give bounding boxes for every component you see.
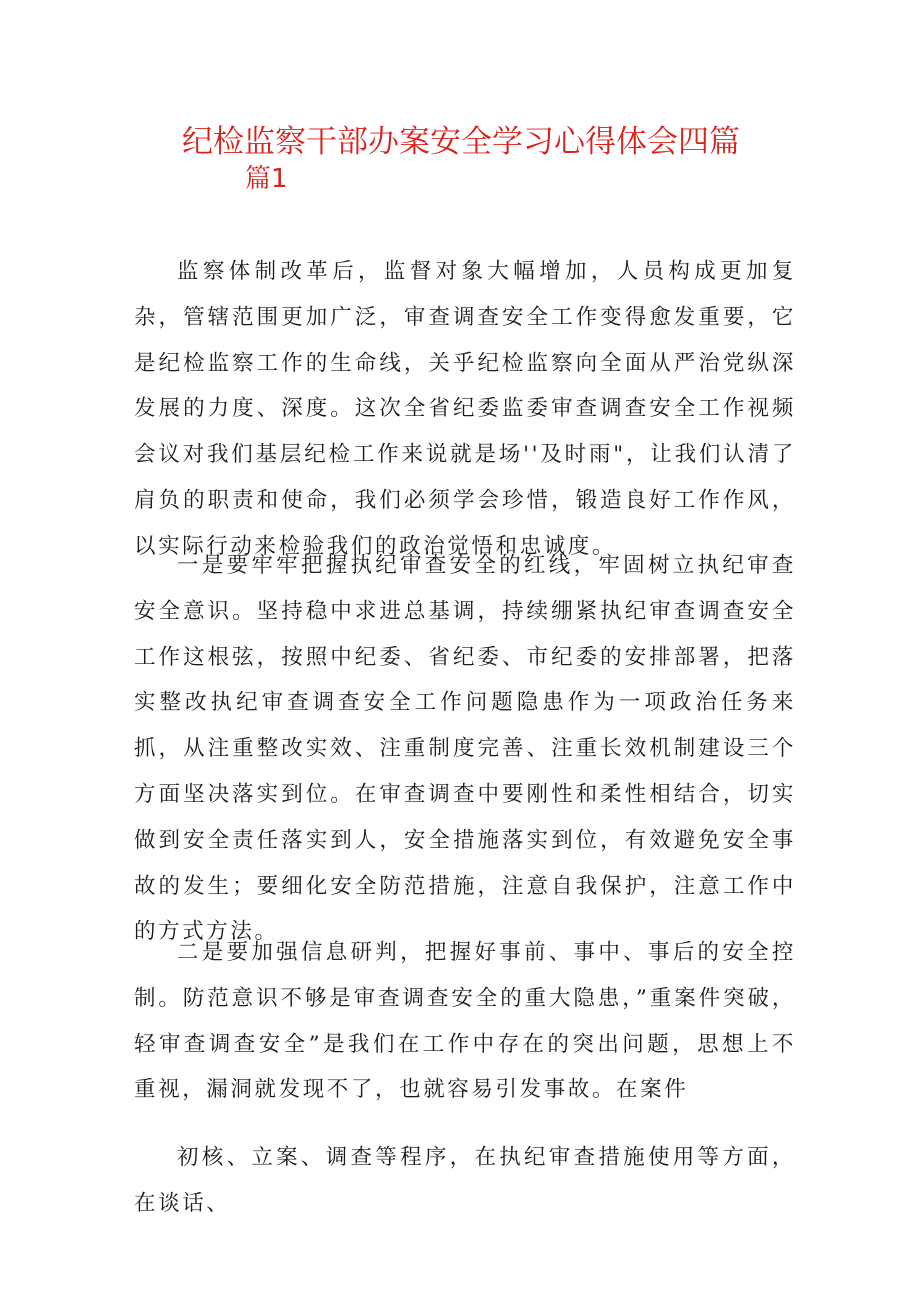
section-heading: 篇1 xyxy=(245,164,288,194)
paragraph-3: 二是要加强信息研判，把握好事前、事中、事后的安全控制。防范意识不够是审查调查安全的重大隐患，”重案件突破，轻审查调查安全”是我们在工作中存在的突出问题，思想上不重视，漏洞就发现不了，也就容易引发事故。在案件 xyxy=(134,940,796,1103)
paragraph-4: 初核、立案、调查等程序，在执纪审查措施使用等方面，在谈话、 xyxy=(134,1145,796,1216)
paragraph-1: 监察体制改革后，监督对象大幅增加，人员构成更加复杂，管辖范围更加广泛，审查调查安全工作变得愈发重要，它是纪检监察工作的生命线，关乎纪检监察向全面从严治党纵深发展的力度、深度。这次全省纪委监委审查调查安全工作视频会议对我们基层纪检工作来说就是场''及时雨"，让我们认清了肩负的职责和使命，我们必须学会珍惜，锻造良好工作作风，以实际行动来检验我们的政治觉悟和忠诚度。 xyxy=(134,259,796,559)
paragraph-2: 一是要牢牢把握执纪审查安全的红线，牢固树立执纪审查安全意识。坚持稳中求进总基调，持续绷紧执纪审查调查安全工作这根弦，按照中纪委、省纪委、市纪委的安排部署，把落实整改执纪审查调查安全工作问题隐患作为一项政治任务来抓，从注重整改实效、注重制度完善、注重长效机制建设三个方面坚决落实到位。在审查调查中要刚性和柔性相结合，切实做到安全责任落实到人，安全措施落实到位，有效避免安全事故的发生；要细化安全防范措施，注意自我保护，注意工作中的方式方法。 xyxy=(134,553,796,945)
document-title: 纪检监察干部办案安全学习心得体会四篇 xyxy=(182,124,740,160)
